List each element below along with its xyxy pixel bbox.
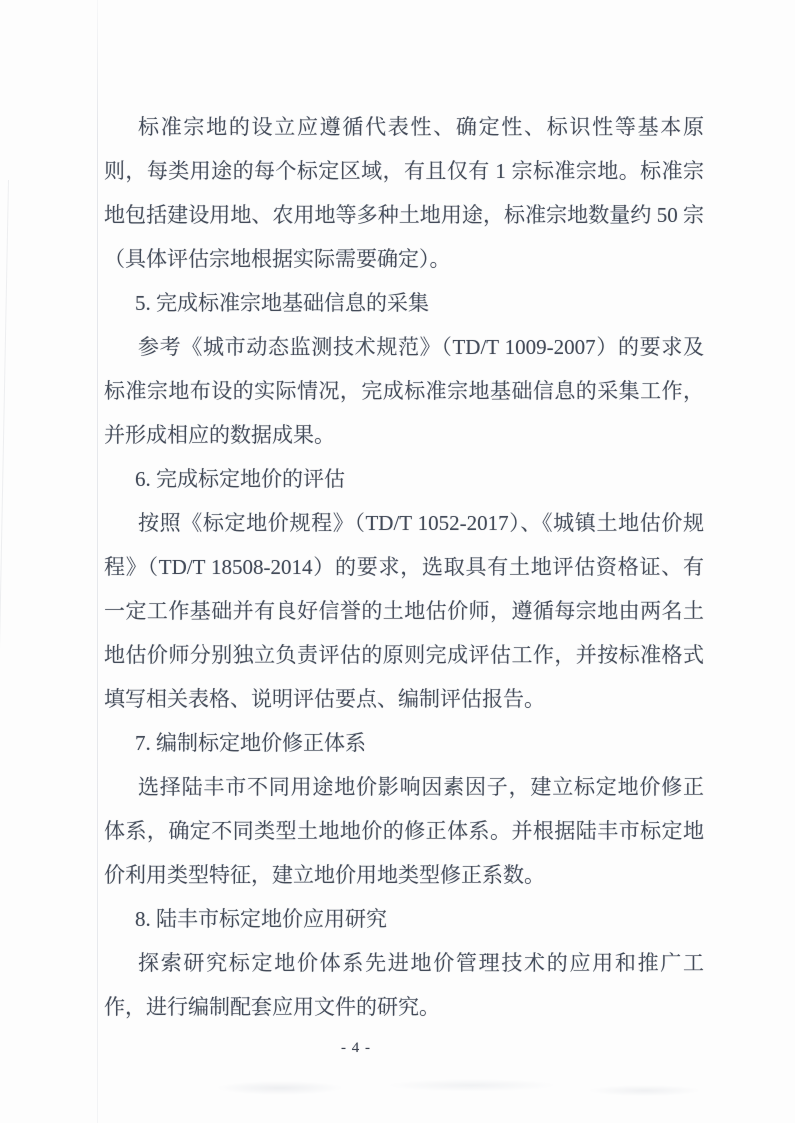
section-heading-7-correction-system: 7. 编制标定地价修正体系 — [135, 731, 366, 755]
paragraph-application-research-detail: 探索研究标定地价体系先进地价管理技术的应用和推广工作，进行编制配套应用文件的研究。 — [104, 951, 704, 1019]
scan-crease-line — [97, 0, 98, 1123]
paragraph-info-collection-detail: 参考《城市动态监测技术规范》（TD/T 1009-2007）的要求及标准宗地布设的实际情况，完成标准宗地基础信息的采集工作，并形成相应的数据成果。 — [104, 335, 704, 447]
paragraph-correction-system-detail: 选择陆丰市不同用途地价影响因素因子，建立标定地价修正体系，确定不同类型土地地价的修正体系。并根据陆丰市标定地价利用类型特征，建立地价用地类型修正系数。 — [104, 775, 704, 887]
paragraph-price-appraisal-detail: 按照《标定地价规程》（TD/T 1052-2017）、《城镇土地估价规程》（TD/T 18508-2014）的要求，选取具有土地评估资格证、有一定工作基础并有良好信誉的土地估价师，遵循每宗地由两名土地估价师分别独立负责评估的原则完成评估工作，并按标准格式填写相关表格、说明评估要点、编制评估报告。 — [104, 511, 704, 711]
section-heading-6-price-appraisal: 6. 完成标定地价的评估 — [135, 467, 345, 491]
scan-noise-band — [120, 1075, 760, 1101]
section-heading-8-application-research: 8. 陆丰市标定地价应用研究 — [135, 907, 387, 931]
scan-paper-edge-line — [0, 180, 9, 1120]
paragraph-standard-parcel-principles: 标准宗地的设立应遵循代表性、确定性、标识性等基本原则，每类用途的每个标定区域，有且仅有 1 宗标准宗地。标准宗地包括建设用地、农用地等多种土地用途，标准宗地数量约 50 宗（具体评估宗地根据实际需要确定）。 — [104, 115, 704, 271]
page-number: - 4 - — [341, 1040, 371, 1056]
section-heading-5-info-collection: 5. 完成标准宗地基础信息的采集 — [135, 291, 429, 315]
document-body — [104, 105, 704, 1029]
